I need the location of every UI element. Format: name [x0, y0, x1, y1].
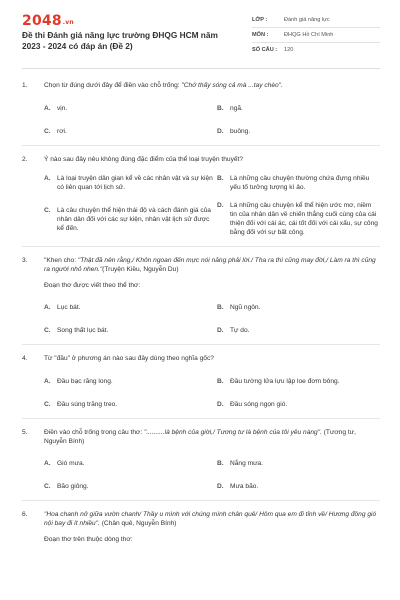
option-label: A.: [44, 175, 51, 182]
stem-italic: "Thật đã nên rằng,/ Khôn ngoan đến mực nói năng phải lời./ Tha ra thì cũng may đời,/ Làm ra thì cũng ra người nhỏ nhen.": [44, 257, 376, 273]
question-6: [22, 510, 380, 544]
option-d[interactable]: [217, 482, 380, 491]
option-text: Là những câu chuyện thường chứa đựng nhiều yếu tố tưởng tượng kì ảo.: [230, 175, 370, 191]
option-label: D.: [217, 202, 224, 209]
question-2: [22, 155, 380, 237]
options-grid: [44, 174, 380, 237]
option-label: D.: [217, 128, 224, 135]
options-grid: [44, 377, 380, 409]
question-subprompt: Đoạn thơ trên thuộc dòng thơ:: [44, 536, 133, 543]
question-divider: [22, 418, 380, 419]
question-number: 4.: [22, 355, 28, 362]
option-label: D.: [217, 401, 224, 408]
stem-source: (Tương tư, Nguyễn Bính): [44, 429, 356, 445]
option-text: Đầu bạc răng long.: [57, 378, 113, 385]
option-text: buông.: [230, 128, 251, 135]
option-label: B.: [217, 304, 224, 311]
options-grid: [44, 459, 380, 491]
option-text: Là câu chuyện thể hiện thái độ và cách đánh giá của nhân dân đối với các sự kiện, nhân vật lịch sử được kể đến.: [57, 206, 211, 232]
option-label: D.: [217, 483, 224, 490]
question-1: [22, 81, 380, 136]
option-label: C.: [44, 327, 51, 334]
question-text: [44, 510, 380, 528]
option-text: Nắng mưa.: [230, 460, 264, 467]
question-stem: [22, 428, 380, 446]
option-b[interactable]: [217, 174, 380, 192]
question-text: Từ "đầu" ở phương án nào sau đây dùng theo nghĩa gốc?: [44, 355, 214, 362]
page-header: [0, 0, 400, 66]
site-logo[interactable]: [22, 13, 74, 29]
option-d[interactable]: [217, 400, 380, 409]
option-text: Là những câu chuyện kể thể hiện ước mơ, niềm tin của nhân dân về chiến thắng cuối cùng của cái thiện đối với cái ác, cái tốt đối với cái xấu, sự công bằng đối với sự bất công.: [230, 202, 378, 236]
question-stem: [22, 81, 380, 90]
option-text: Đầu tường lửa lựu lập loe đơm bông.: [230, 378, 340, 385]
question-stem: [22, 510, 380, 528]
option-a[interactable]: [44, 377, 217, 386]
question-number: 3.: [22, 257, 28, 264]
option-text: Là loại truyện dân gian kể về các nhân vật và sự kiện có liên quan tới lịch sử.: [57, 175, 213, 191]
option-label: C.: [44, 401, 51, 408]
option-text: ngã.: [230, 105, 243, 112]
option-text: rơi.: [57, 128, 67, 135]
question-number: 2.: [22, 156, 28, 163]
stem-plain: Điền vào chỗ trống trong câu thơ:: [44, 429, 144, 436]
option-text: Đầu sóng ngọn gió.: [230, 401, 288, 408]
option-text: Mưa bão.: [230, 483, 259, 490]
option-text: Lục bát.: [57, 304, 81, 311]
question-number: 6.: [22, 511, 28, 518]
option-label: A.: [44, 105, 51, 112]
options-grid: [44, 104, 380, 136]
option-label: D.: [217, 327, 224, 334]
stem-source: (Chân quê, Nguyễn Bính): [99, 520, 177, 527]
meta-key: LỚP :: [252, 17, 268, 23]
question-text: [44, 81, 380, 90]
option-a[interactable]: [44, 303, 217, 312]
option-label: A.: [44, 304, 51, 311]
question-list: [22, 81, 380, 544]
option-b[interactable]: [217, 104, 380, 113]
options-grid: [44, 303, 380, 335]
option-label: A.: [44, 460, 51, 467]
option-c[interactable]: [44, 206, 217, 233]
question-divider: [22, 344, 380, 345]
logo-ext: .vn: [62, 19, 74, 26]
option-b[interactable]: [217, 377, 380, 386]
question-text: Ý nào sau đây nêu không đúng đặc điểm của thể loại truyện thuyết?: [44, 156, 244, 163]
stem-italic: "Chớ thấy sóng cả mà ...tay chèo".: [181, 82, 283, 89]
meta-value: 120: [284, 47, 294, 53]
meta-key: MÔN :: [252, 32, 269, 38]
question-stem: [22, 155, 380, 164]
page-title: Đề thi Đánh giá năng lực trường ĐHQG HCM năm 2023 - 2024 có đáp án (Đề 2): [22, 30, 218, 51]
option-d[interactable]: [217, 127, 380, 136]
option-label: B.: [217, 460, 224, 467]
stem-italic: "..........là bệnh của giời,/ Tương tư là bệnh của tôi yêu nàng".: [144, 429, 322, 436]
stem-italic: "Hoa chanh nở giữa vườn chanh/ Thầy u mình với chúng mình chân quê/ Hôm qua em đi tỉnh về/ Hương đồng gió nội bay đi ít nhiều".: [44, 511, 377, 527]
question-text: [44, 428, 380, 446]
option-a[interactable]: [44, 459, 217, 468]
question-text: [44, 256, 380, 274]
exam-meta: [252, 13, 380, 57]
option-c[interactable]: [44, 482, 217, 491]
option-c[interactable]: [44, 326, 217, 335]
option-label: B.: [217, 378, 224, 385]
meta-row-count: [252, 43, 380, 57]
option-text: Ngũ ngôn.: [230, 304, 261, 311]
stem-source: (Truyện Kiều, Nguyễn Du): [102, 266, 179, 273]
option-label: C.: [44, 206, 51, 214]
meta-value: Đánh giá năng lực: [284, 17, 330, 23]
question-3: [22, 256, 380, 335]
option-text: Gió mưa.: [57, 460, 85, 467]
option-a[interactable]: [44, 104, 217, 113]
option-label: C.: [44, 128, 51, 135]
option-text: vịn.: [57, 105, 68, 112]
option-d[interactable]: [217, 201, 380, 237]
stem-plain: "Khen cho:: [44, 257, 78, 264]
option-text: Song thất lục bát.: [57, 327, 109, 334]
question-5: [22, 428, 380, 491]
meta-key: SỐ CÂU :: [252, 47, 278, 53]
option-label: B.: [217, 105, 224, 112]
meta-value: ĐHQG Hồ Chí Minh: [284, 32, 334, 38]
logo-text: 2048: [22, 13, 62, 29]
question-4: [22, 354, 380, 409]
option-text: Đầu súng trăng treo.: [57, 401, 118, 408]
option-c[interactable]: [44, 400, 217, 409]
option-c[interactable]: [44, 127, 217, 136]
option-text: Tự do.: [230, 327, 250, 334]
option-a[interactable]: [44, 174, 217, 192]
option-d[interactable]: [217, 326, 380, 335]
question-number: 1.: [22, 82, 28, 89]
question-divider: [22, 500, 380, 501]
option-label: A.: [44, 378, 51, 385]
stem-plain: Chọn từ đúng dưới đây để điền vào chỗ trống:: [44, 82, 182, 89]
question-divider: [22, 145, 380, 146]
meta-row-class: [252, 13, 380, 28]
question-stem: [22, 354, 380, 363]
option-b[interactable]: [217, 303, 380, 312]
header-divider: [22, 68, 380, 69]
question-subprompt: Đoạn thơ được viết theo thể thơ:: [44, 282, 141, 289]
option-text: Bão giông.: [57, 483, 89, 490]
option-b[interactable]: [217, 459, 380, 468]
question-stem: [22, 256, 380, 274]
option-label: B.: [217, 175, 224, 182]
option-label: C.: [44, 483, 51, 490]
question-number: 5.: [22, 429, 28, 436]
question-divider: [22, 246, 380, 247]
meta-row-subject: [252, 28, 380, 43]
